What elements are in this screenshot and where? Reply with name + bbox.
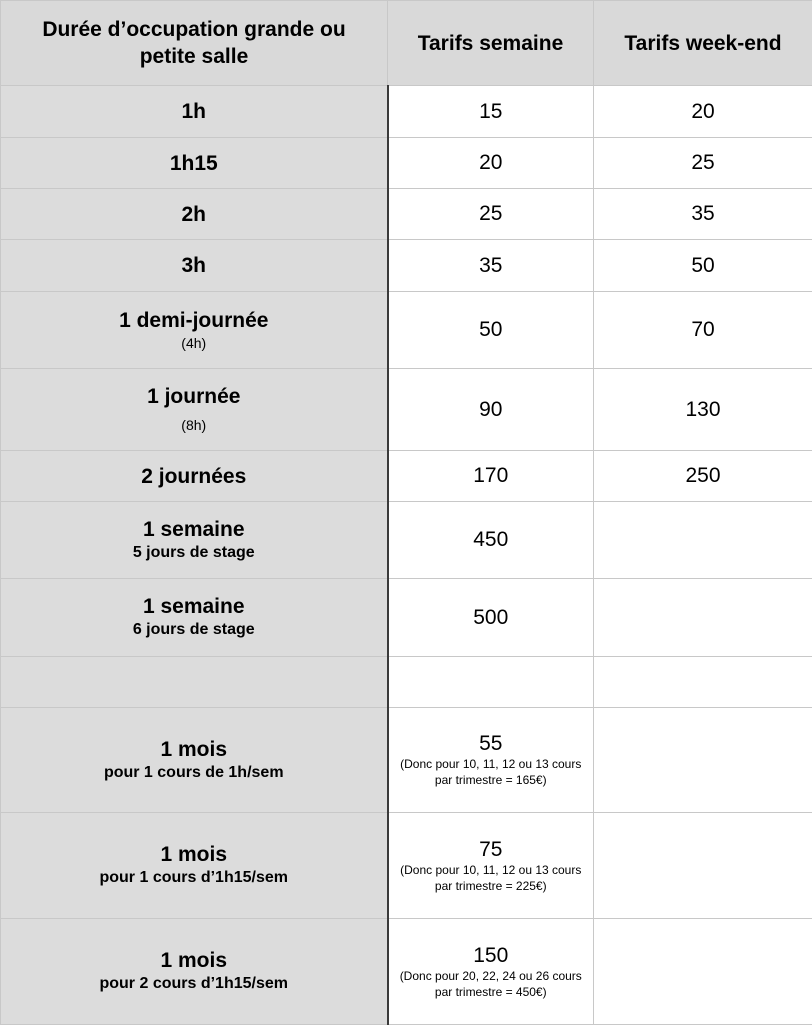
duration-cell <box>1 502 388 579</box>
duration-sublabel: pour 2 cours d’1h15/sem <box>1 973 387 995</box>
weekend-price: 70 <box>594 292 812 369</box>
duration-label: 1 mois <box>160 949 227 972</box>
weekend-price <box>594 708 812 813</box>
weekday-price: 450 <box>388 502 594 579</box>
header-weekday: Tarifs semaine <box>388 1 594 86</box>
weekday-price: 75 <box>389 838 594 862</box>
duration-cell <box>1 189 388 240</box>
weekend-price <box>594 813 812 919</box>
duration-sublabel: 6 jours de stage <box>1 619 387 641</box>
duration-cell <box>1 292 388 369</box>
weekday-price: 170 <box>388 451 594 502</box>
duration-label: 1h <box>181 100 206 123</box>
weekday-price: 15 <box>388 86 594 138</box>
weekday-price: 90 <box>388 369 594 451</box>
weekday-price: 50 <box>388 292 594 369</box>
header-duration: Durée d’occupation grande ou petite salle <box>1 1 388 86</box>
duration-cell <box>1 138 388 189</box>
weekday-price: 150 <box>389 944 594 968</box>
duration-label: 1 mois <box>160 738 227 761</box>
weekend-price <box>594 579 812 657</box>
table-row <box>1 189 812 240</box>
table-row <box>1 86 812 138</box>
duration-label: 2 journées <box>141 465 246 488</box>
weekend-price: 130 <box>594 369 812 451</box>
weekday-price: 35 <box>388 240 594 292</box>
weekend-price: 20 <box>594 86 812 138</box>
table-row <box>1 451 812 502</box>
weekday-price <box>388 657 594 708</box>
table-row <box>1 708 812 813</box>
table-row <box>1 919 812 1025</box>
duration-cell <box>1 579 388 657</box>
duration-sublabel: 5 jours de stage <box>1 542 387 564</box>
weekend-price: 250 <box>594 451 812 502</box>
duration-label: 1 journée <box>147 385 240 408</box>
duration-sublabel: (4h) <box>1 333 387 353</box>
table-row <box>1 138 812 189</box>
weekend-price <box>594 919 812 1025</box>
weekend-price: 25 <box>594 138 812 189</box>
duration-label: 1h15 <box>170 152 218 175</box>
duration-cell <box>1 708 388 813</box>
duration-label: 1 demi-journée <box>119 309 268 332</box>
duration-label: 1 semaine <box>143 518 245 541</box>
duration-label: 2h <box>181 203 206 226</box>
duration-sublabel: (8h) <box>1 415 387 435</box>
duration-label: 3h <box>181 254 206 277</box>
table-row <box>1 579 812 657</box>
weekday-price-cell <box>388 708 594 813</box>
duration-label: 1 mois <box>160 843 227 866</box>
weekday-price: 25 <box>388 189 594 240</box>
duration-sublabel: pour 1 cours de 1h/sem <box>1 762 387 784</box>
header-weekend: Tarifs week-end <box>594 1 812 86</box>
duration-cell <box>1 240 388 292</box>
table-row <box>1 813 812 919</box>
price-note: (Donc pour 10, 11, 12 ou 13 cours par trimestre = 225€) <box>389 862 594 894</box>
duration-sublabel: pour 1 cours d’1h15/sem <box>1 867 387 889</box>
weekday-price: 500 <box>388 579 594 657</box>
duration-cell <box>1 657 388 708</box>
table-row <box>1 657 812 708</box>
weekday-price: 55 <box>389 732 594 756</box>
weekday-price: 20 <box>388 138 594 189</box>
duration-label: 1 semaine <box>143 595 245 618</box>
weekend-price <box>594 502 812 579</box>
weekend-price: 50 <box>594 240 812 292</box>
weekday-price-cell <box>388 919 594 1025</box>
weekday-price-cell <box>388 813 594 919</box>
header-row <box>1 1 812 86</box>
table-row <box>1 502 812 579</box>
table-row <box>1 240 812 292</box>
price-note: (Donc pour 20, 22, 24 ou 26 cours par trimestre = 450€) <box>389 968 594 1000</box>
duration-cell <box>1 451 388 502</box>
table-row <box>1 292 812 369</box>
duration-cell <box>1 919 388 1025</box>
duration-cell <box>1 86 388 138</box>
table-row <box>1 369 812 451</box>
weekend-price <box>594 657 812 708</box>
weekend-price: 35 <box>594 189 812 240</box>
duration-cell <box>1 813 388 919</box>
duration-cell <box>1 369 388 451</box>
price-note: (Donc pour 10, 11, 12 ou 13 cours par trimestre = 165€) <box>389 756 594 788</box>
